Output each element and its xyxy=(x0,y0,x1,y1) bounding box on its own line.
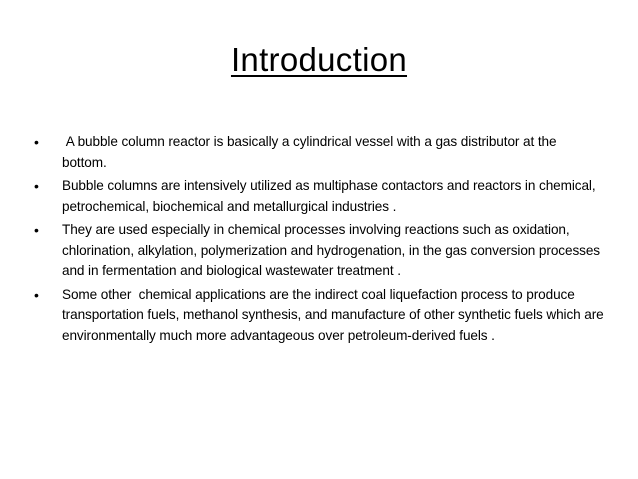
bullet-icon: • xyxy=(34,134,39,150)
bullet-text-4: Some other chemical applications are the indirect coal liquefaction process to produce transportation fuels, methanol synthesis, and manufacture of other synthetic fuels which are environmentally much more advantageous over petroleum-derived fuels . xyxy=(62,286,608,343)
bullet-item-4 xyxy=(34,285,608,347)
bullet-text-3: They are used especially in chemical processes involving reactions such as oxidation, chlorination, alkylation, polymerization and hydrogenation, in the gas conversion processes and in fermentation and biological wastewater treatment . xyxy=(62,222,600,278)
bullet-text-2: Bubble columns are intensively utilized as multiphase contactors and reactors in chemical, petrochemical, biochemical and metallurgical industries . xyxy=(62,178,596,214)
bullet-item-1 xyxy=(34,132,604,173)
bullet-item-3 xyxy=(34,220,604,282)
bullet-list xyxy=(34,132,608,349)
slide-title: Introduction xyxy=(230,41,408,78)
bullet-icon: • xyxy=(34,222,39,238)
bullet-text-1: A bubble column reactor is basically a cylindrical vessel with a gas distributor at the bottom. xyxy=(62,134,561,170)
bullet-icon: • xyxy=(34,178,39,194)
bullet-item-2 xyxy=(34,176,604,217)
bullet-icon: • xyxy=(34,286,39,303)
